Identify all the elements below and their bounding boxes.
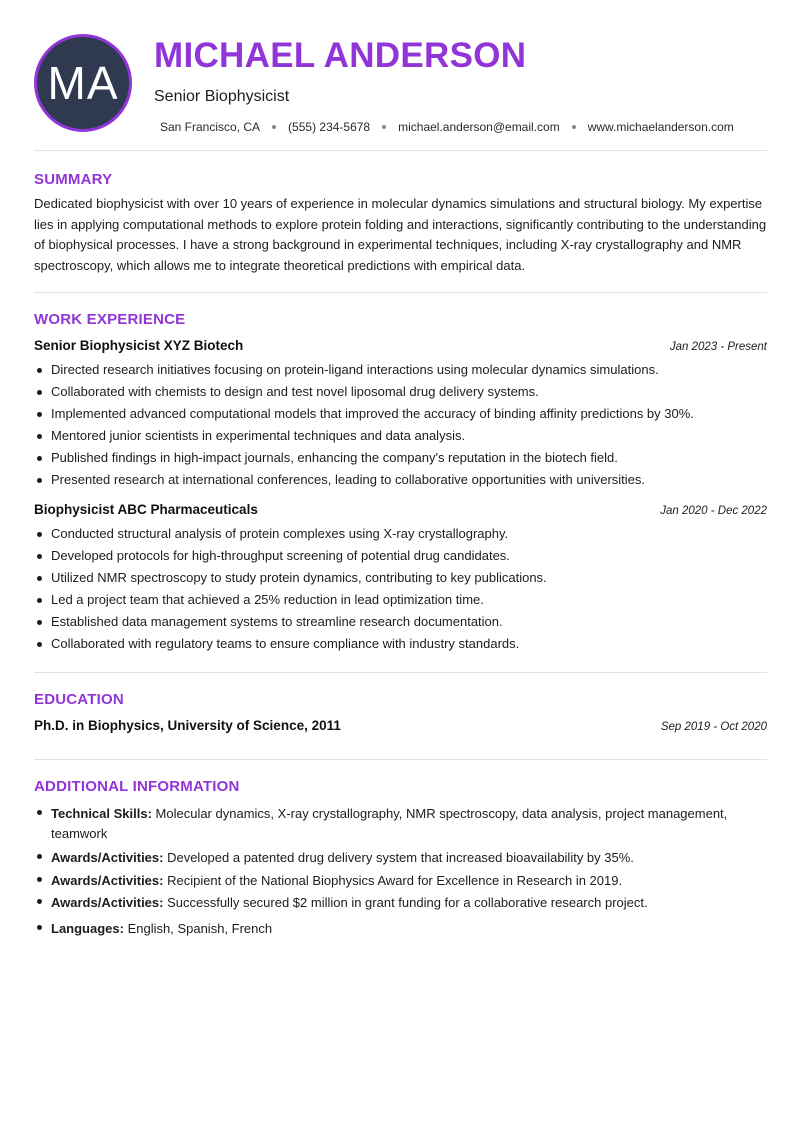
job-entry [34,338,767,488]
separator-dot-icon [382,125,386,129]
job-header [34,502,767,517]
additional-information-section [34,760,767,938]
education-entry [34,718,767,733]
summary-text: Dedicated biophysicist with over 10 years of experience in molecular dynamics simulations and structural biology. My expertise lies in applying computational methods to explore protein folding and interactions, significantly contributing to the understanding of biophysical processes. I have a strong background in experimental techniques, including X-ray crystallography and NMR spectroscopy, which allows me to integrate theoretical predictions with empirical data. [34,196,767,273]
education-section [34,673,767,760]
list-item: Established data management systems to streamline research documentation. [34,614,767,630]
list-item: Collaborated with regulatory teams to ensure compliance with industry standards. [34,636,767,652]
section-heading-additional-information: ADDITIONAL INFORMATION [34,778,240,795]
avatar-initials: MA [47,57,119,109]
list-item: Published findings in high-impact journals, enhancing the company's reputation in the biotech field. [34,450,767,466]
candidate-name: MICHAEL ANDERSON [154,36,527,75]
list-item: Collaborated with chemists to design and test novel liposomal drug delivery systems. [34,384,767,400]
contact-email[interactable]: michael.anderson@email.com [398,120,560,134]
info-text: Molecular dynamics, X-ray crystallography, NMR spectroscopy, data analysis, project management, teamwork [51,806,728,841]
separator-dot-icon [572,125,576,129]
info-text: English, Spanish, French [123,920,273,936]
job-dates: Jan 2020 - Dec 2022 [660,505,767,517]
list-item: Conducted structural analysis of protein complexes using X-ray crystallography. [34,526,767,542]
info-label: Awards/Activities: [51,850,164,865]
avatar [34,34,132,132]
job-dates: Jan 2023 - Present [669,341,767,353]
contact-website[interactable]: www.michaelanderson.com [587,120,734,134]
section-heading-summary: SUMMARY [34,171,113,188]
separator-dot-icon [272,125,276,129]
education-dates: Sep 2019 - Oct 2020 [660,721,767,733]
section-heading-education: EDUCATION [34,691,124,708]
list-item: Presented research at international conferences, leading to collaborative opportunities with universities. [34,472,767,488]
info-label: Awards/Activities: [51,895,164,910]
list-item: Mentored junior scientists in experimental techniques and data analysis. [34,428,767,444]
contact-info [160,120,734,134]
info-label: Awards/Activities: [51,872,164,888]
info-label: Languages: [51,920,124,936]
info-text: Successfully secured $2 million in grant funding for a collaborative research project. [163,895,648,910]
resume-header [34,0,767,151]
list-item [34,893,767,913]
list-item: Implemented advanced computational models that improved the accuracy of binding affinity predictions by 30%. [34,406,767,422]
candidate-title: Senior Biophysicist [154,88,290,105]
job-role: Biophysicist ABC Pharmaceuticals [34,502,258,517]
job-bullets [34,526,767,652]
list-item: Led a project team that achieved a 25% reduction in lead optimization time. [34,592,767,608]
list-item: Directed research initiatives focusing on protein-ligand interactions using molecular dynamics simulations. [34,362,767,378]
job-header [34,338,767,353]
list-item [34,804,767,843]
list-item: Developed protocols for high-throughput screening of potential drug candidates. [34,548,767,564]
info-text: Recipient of the National Biophysics Award for Excellence in Research in 2019. [163,872,623,888]
list-item [34,919,767,939]
list-item [34,871,767,891]
job-entry [34,502,767,652]
info-text: Developed a patented drug delivery system that increased bioavailability by 35%. [163,850,634,865]
section-heading-work-experience: WORK EXPERIENCE [34,311,186,328]
list-item: Utilized NMR spectroscopy to study protein dynamics, contributing to key publications. [34,570,767,586]
additional-info-list [34,804,767,938]
list-item [34,848,767,868]
info-label: Technical Skills: [51,806,152,821]
job-bullets [34,362,767,488]
job-role: Senior Biophysicist XYZ Biotech [34,338,244,353]
summary-section [34,151,767,293]
education-degree: Ph.D. in Biophysics, University of Science, 2011 [34,718,341,733]
contact-location: San Francisco, CA [160,120,261,134]
contact-phone: (555) 234-5678 [288,120,371,134]
work-experience-section [34,293,767,673]
